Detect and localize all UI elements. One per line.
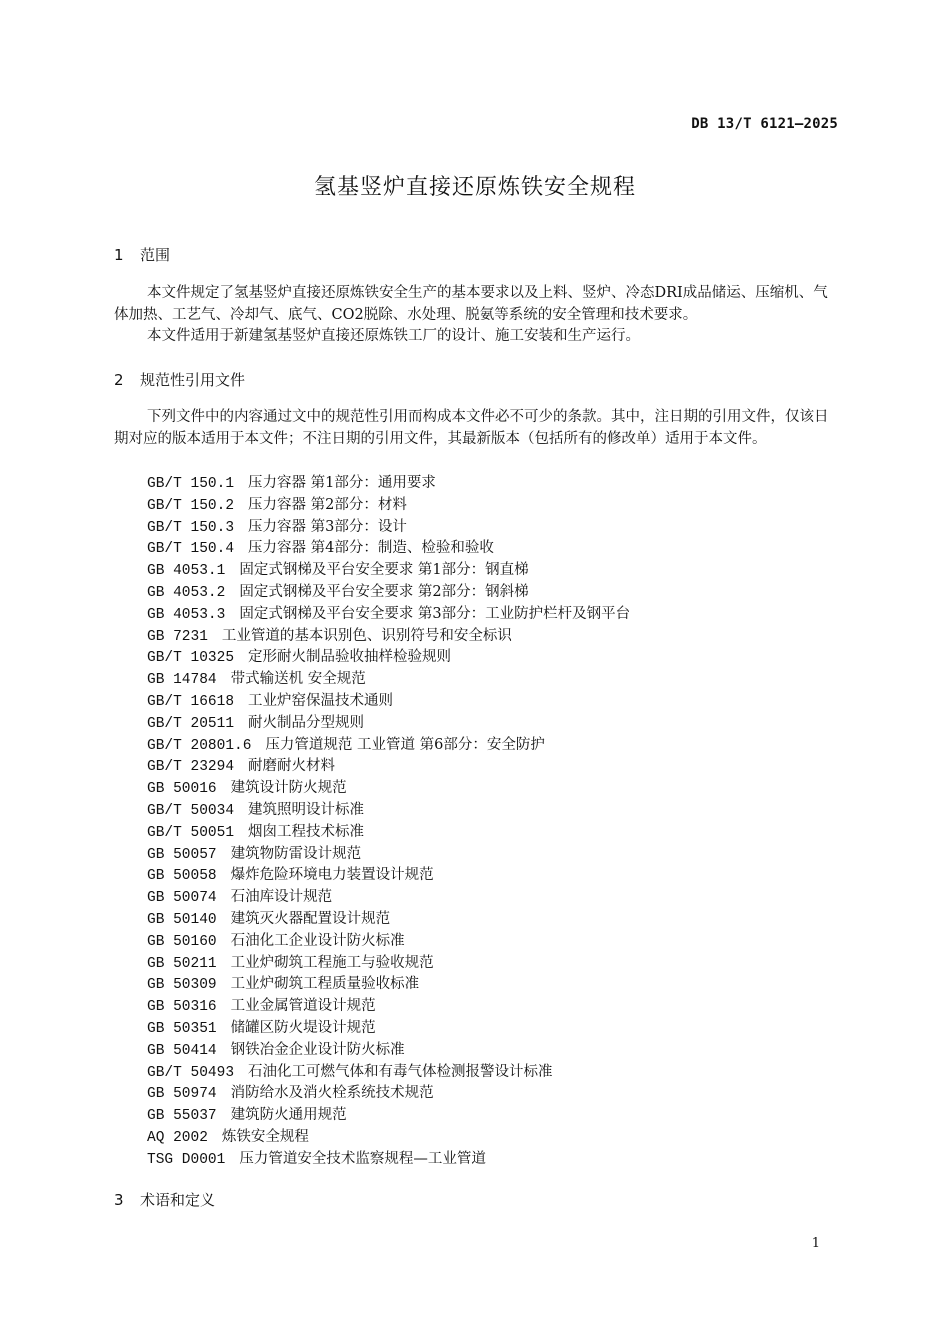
reference-code: GB 50316 [147,999,217,1016]
reference-title: 储罐区防火堤设计规范 [230,1019,376,1036]
reference-title: 建筑物防雷设计规范 [230,845,362,862]
reference-item [147,1018,630,1040]
reference-title: 石油库设计规范 [230,889,333,906]
reference-code: GB 4053.2 [147,584,226,601]
reference-title: 建筑灭火器配置设计规范 [230,910,391,927]
reference-item [147,1062,630,1084]
reference-code: GB/T 150.4 [147,541,235,558]
reference-item [147,473,630,495]
reference-code: GB 50160 [147,933,217,950]
reference-code: GB/T 20801.6 [147,737,252,754]
reference-code: GB/T 150.1 [147,476,235,492]
reference-item [147,953,630,975]
reference-title: 工业管道的基本识别色、识别符号和安全标识 [221,627,512,644]
reference-title: 压力管道安全技术监察规程—工业管道 [239,1150,486,1167]
reference-item [147,800,630,822]
reference-item [147,931,630,953]
section-2-heading [114,369,245,390]
reference-code: GB/T 20511 [147,715,235,732]
references-intro: 下列文件中的内容通过文中的规范性引用而构成本文件必不可少的条款。其中，注日期的引用文件，仅该日期对应的版本适用于本文件；不注日期的引用文件，其最新版本（包括所有的修改单）适用于本文件。 [114,409,829,447]
reference-title: 烟囱工程技术标准 [248,823,365,840]
reference-code: GB 50309 [147,977,217,994]
reference-code: GB 50211 [147,955,217,972]
reference-title: 耐火制品分型规则 [248,714,365,731]
reference-code: GB 4053.3 [147,606,226,623]
reference-item [147,887,630,909]
scope-paragraph-1: 本文件规定了氢基竖炉直接还原炼铁安全生产的基本要求以及上料、竖炉、冷态DRI成品储运、压缩机、气体加热、工艺气、冷却气、底气、CO2脱除、水处理、脱氨等系统的安全管理和技术要求。 [114,285,828,323]
reference-code: GB/T 50051 [147,824,235,841]
reference-code: TSG D0001 [147,1151,226,1168]
section-number: 2 [114,371,124,389]
reference-item [147,604,630,626]
reference-item [147,669,630,691]
reference-item [147,713,630,735]
reference-code: GB 50074 [147,890,217,907]
page-title: 氢基竖炉直接还原炼铁安全规程 [313,175,636,200]
standard-number: DB 13/T 6121—2025 [691,116,838,132]
reference-item [147,538,630,560]
reference-item [147,1040,630,1062]
reference-title: 炼铁安全规程 [221,1128,309,1145]
reference-code: GB 14784 [147,672,217,689]
reference-item [147,996,630,1018]
reference-item [147,756,630,778]
reference-title: 压力容器 第1部分：通用要求 [248,475,436,491]
reference-title: 工业炉砌筑工程质量验收标准 [230,976,420,993]
reference-code: GB/T 16618 [147,693,235,710]
reference-title: 压力容器 第2部分：材料 [248,496,407,513]
page-number: 1 [811,1236,820,1251]
reference-item [147,626,630,648]
reference-item [147,909,630,931]
reference-code: GB 7231 [147,628,208,645]
reference-list [147,473,630,1171]
reference-item [147,691,630,713]
scope-paragraph-2: 本文件适用于新建氢基竖炉直接还原炼铁工厂的设计、施工安装和生产运行。 [147,328,640,344]
reference-code: GB 50057 [147,846,217,863]
reference-title: 固定式钢梯及平台安全要求 第3部分：工业防护栏杆及钢平台 [239,605,631,622]
section-title: 范围 [140,246,171,264]
reference-code: GB/T 150.3 [147,519,235,536]
reference-item [147,1083,630,1105]
reference-title: 工业金属管道设计规范 [230,998,376,1015]
reference-item [147,844,630,866]
reference-title: 石油化工企业设计防火标准 [230,932,405,949]
reference-title: 石油化工可燃气体和有毒气体检测报警设计标准 [248,1063,553,1080]
section-3-heading [114,1189,215,1210]
reference-title: 固定式钢梯及平台安全要求 第1部分：钢直梯 [239,562,529,579]
reference-title: 爆炸危险环境电力装置设计规范 [230,867,434,884]
reference-item [147,495,630,517]
reference-title: 定形耐火制品验收抽样检验规则 [248,649,452,666]
reference-code: GB/T 50493 [147,1064,235,1081]
reference-title: 压力容器 第3部分：设计 [248,518,407,535]
reference-title: 建筑设计防火规范 [230,780,347,797]
reference-title: 消防给水及消火栓系统技术规范 [230,1085,434,1102]
reference-code: GB 55037 [147,1108,217,1125]
reference-item [147,735,630,757]
section-number: 3 [114,1191,124,1209]
reference-item [147,647,630,669]
reference-code: GB/T 50034 [147,802,235,819]
reference-item [147,1149,630,1171]
reference-item [147,1127,630,1149]
reference-title: 压力容器 第4部分：制造、检验和验收 [248,540,494,557]
section-title: 术语和定义 [140,1191,216,1209]
reference-item [147,582,630,604]
section-title: 规范性引用文件 [140,371,246,389]
reference-item [147,517,630,539]
reference-title: 压力管道规范 工业管道 第6部分：安全防护 [265,736,545,753]
reference-code: GB 50974 [147,1086,217,1103]
reference-title: 工业炉砌筑工程施工与验收规范 [230,954,434,971]
reference-item [147,778,630,800]
reference-item [147,865,630,887]
reference-code: GB 50351 [147,1020,217,1037]
reference-title: 工业炉窑保温技术通则 [248,692,394,709]
reference-code: GB 50016 [147,781,217,798]
reference-code: GB 50140 [147,911,217,928]
reference-title: 建筑防火通用规范 [230,1107,347,1124]
reference-title: 固定式钢梯及平台安全要求 第2部分：钢斜梯 [239,583,529,600]
reference-code: GB/T 10325 [147,650,235,667]
reference-item [147,974,630,996]
reference-code: GB/T 23294 [147,759,235,776]
reference-title: 建筑照明设计标准 [248,801,365,818]
reference-title: 带式输送机 安全规范 [230,671,366,688]
reference-item [147,560,630,582]
reference-code: AQ 2002 [147,1129,208,1146]
reference-code: GB 50058 [147,868,217,885]
reference-code: GB 50414 [147,1042,217,1059]
reference-code: GB/T 150.2 [147,497,235,514]
reference-code: GB 4053.1 [147,563,226,580]
reference-item [147,1105,630,1127]
section-1-heading [114,244,170,265]
section-number: 1 [114,246,124,264]
reference-title: 耐磨耐火材料 [248,758,336,775]
reference-title: 钢铁冶金企业设计防火标准 [230,1041,405,1058]
reference-item [147,822,630,844]
